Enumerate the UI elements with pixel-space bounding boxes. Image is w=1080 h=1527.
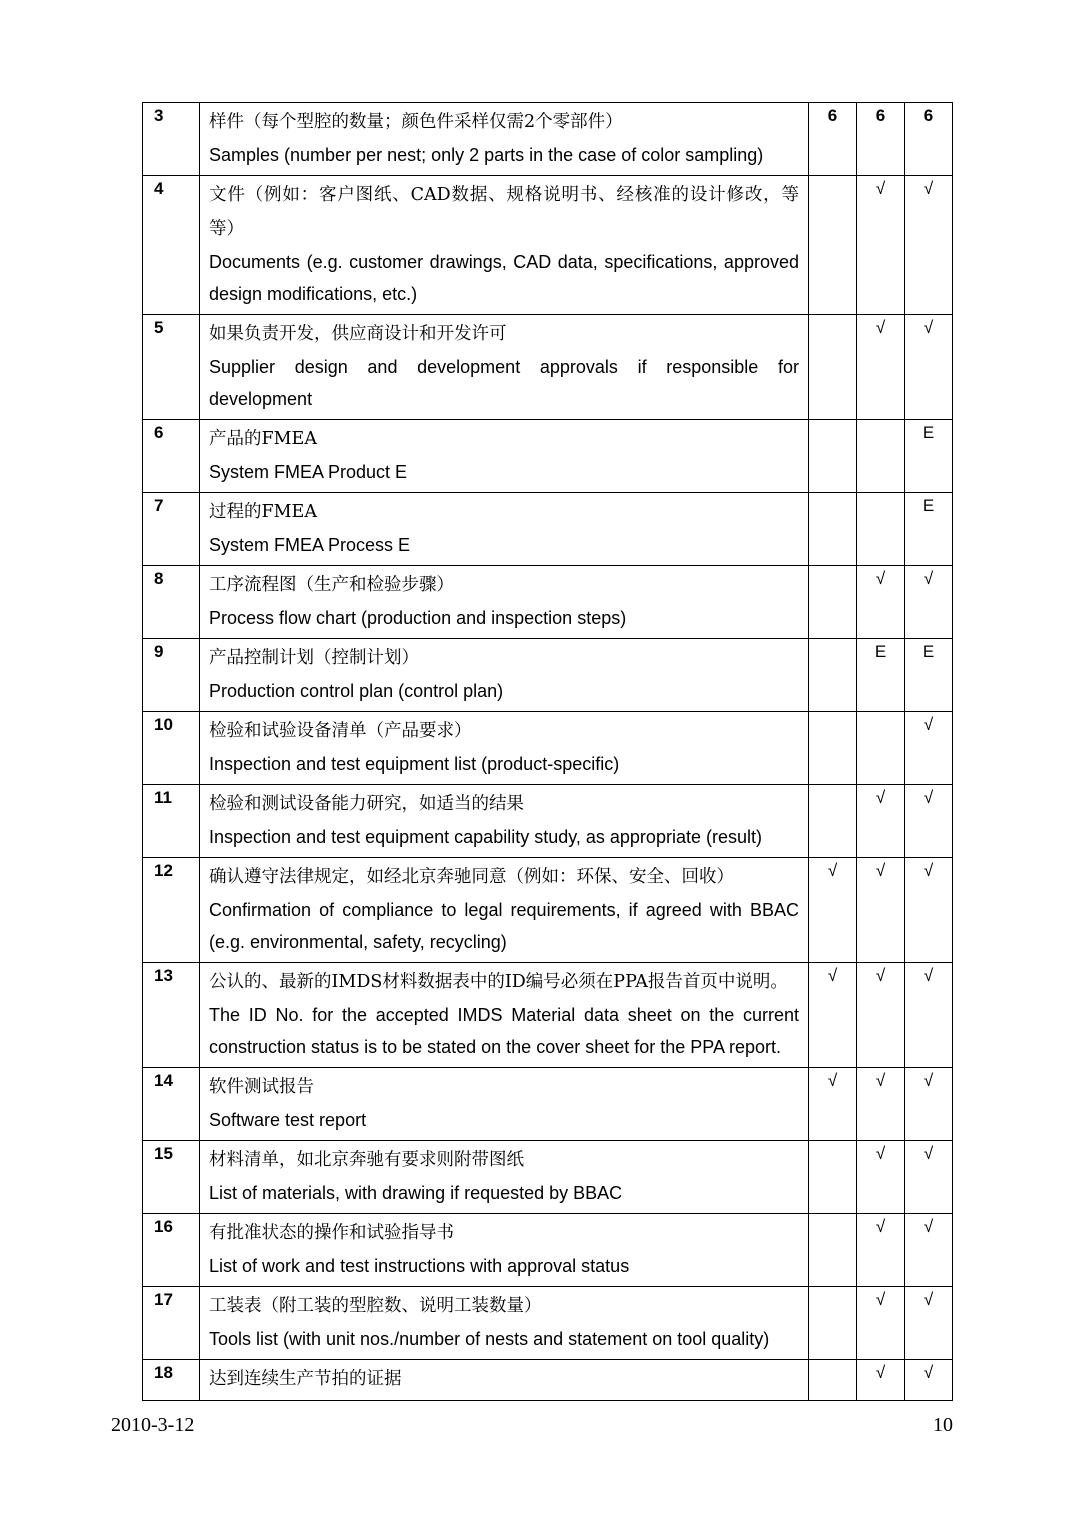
level-3-mark: √ [923, 569, 934, 588]
level-3-mark: √ [923, 788, 934, 807]
level-2-mark: √ [875, 1144, 886, 1163]
level-2-mark: 6 [875, 106, 886, 125]
level-3-mark: √ [923, 1363, 934, 1382]
level-1-mark: √ [827, 966, 838, 985]
row-number-cell [143, 315, 200, 420]
level-3-cell [905, 1068, 953, 1141]
level-3-mark: √ [923, 1290, 934, 1309]
level-1-mark: √ [827, 861, 838, 880]
row-number-cell [143, 785, 200, 858]
level-3-cell [905, 176, 953, 315]
row-number: 8 [154, 569, 164, 588]
description-cell [200, 858, 809, 963]
description-chinese: 公认的、最新的IMDS材料数据表中的ID编号必须在PPA报告首页中说明。 [209, 972, 788, 992]
row-number-cell [143, 639, 200, 712]
table-row [143, 1068, 953, 1141]
level-1-cell [809, 1141, 857, 1214]
level-1-cell [809, 1214, 857, 1287]
description-english: List of work and test instructions with approval status [209, 1256, 630, 1276]
level-2-mark: E [874, 642, 887, 661]
description-chinese: 样件（每个型腔的数量；颜色件采样仅需2个零部件） [209, 112, 623, 132]
description-chinese: 如果负责开发，供应商设计和开发许可 [209, 324, 507, 344]
row-number: 12 [154, 861, 173, 880]
level-2-mark [857, 420, 904, 423]
level-1-mark [809, 1141, 856, 1144]
level-1-cell [809, 103, 857, 176]
description-cell [200, 420, 809, 493]
description-english: List of materials, with drawing if requested by BBAC [209, 1183, 623, 1203]
level-3-cell [905, 103, 953, 176]
table-row [143, 1287, 953, 1360]
level-1-mark [809, 1214, 856, 1217]
description-english: System FMEA Process E [209, 535, 411, 555]
level-2-mark: √ [875, 1363, 886, 1382]
table-row [143, 176, 953, 315]
level-1-mark [809, 1360, 856, 1363]
level-3-cell [905, 785, 953, 858]
level-1-cell [809, 420, 857, 493]
level-1-cell [809, 493, 857, 566]
level-2-cell [857, 493, 905, 566]
description-chinese: 工装表（附工装的型腔数、说明工装数量） [209, 1296, 542, 1316]
level-3-cell [905, 1141, 953, 1214]
description-english: Samples (number per nest; only 2 parts in the case of color sampling) [209, 145, 764, 165]
level-2-mark: √ [875, 569, 886, 588]
row-number-cell [143, 1287, 200, 1360]
level-1-cell [809, 858, 857, 963]
table-row [143, 963, 953, 1068]
level-1-cell [809, 1287, 857, 1360]
level-3-cell [905, 963, 953, 1068]
table-row [143, 566, 953, 639]
level-1-mark: √ [827, 1071, 838, 1090]
table-row [143, 639, 953, 712]
row-number: 17 [154, 1290, 173, 1309]
level-2-cell [857, 1287, 905, 1360]
row-number: 9 [154, 642, 164, 661]
row-number: 5 [154, 318, 164, 337]
level-3-cell [905, 420, 953, 493]
row-number: 3 [154, 106, 164, 125]
level-3-mark: √ [923, 966, 934, 985]
row-number: 14 [154, 1071, 173, 1090]
description-cell [200, 1287, 809, 1360]
description-english: Tools list (with unit nos./number of nests and statement on tool quality) [209, 1329, 770, 1349]
description-chinese: 检验和测试设备能力研究，如适当的结果 [209, 794, 524, 814]
level-1-mark [809, 785, 856, 788]
description-cell [200, 1068, 809, 1141]
footer-date: 2010-3-12 [111, 1414, 195, 1436]
level-1-cell [809, 1068, 857, 1141]
description-english: Process flow chart (production and inspection steps) [209, 608, 627, 628]
level-2-mark [857, 493, 904, 496]
level-1-mark: 6 [827, 106, 838, 125]
description-chinese: 达到连续生产节拍的证据 [209, 1369, 402, 1389]
row-number-cell [143, 712, 200, 785]
description-cell [200, 785, 809, 858]
row-number: 11 [154, 788, 172, 807]
description-chinese: 确认遵守法律规定，如经北京奔驰同意（例如：环保、安全、回收） [209, 867, 734, 887]
level-3-mark: √ [923, 1217, 934, 1236]
description-english: Documents (e.g. customer drawings, CAD data, specifications, approved design modifications, etc.) [209, 252, 799, 304]
description-cell [200, 712, 809, 785]
description-chinese: 软件测试报告 [209, 1077, 314, 1097]
level-3-cell [905, 1360, 953, 1401]
level-1-cell [809, 963, 857, 1068]
row-number-cell [143, 1068, 200, 1141]
level-2-cell [857, 712, 905, 785]
level-3-mark: √ [923, 1071, 934, 1090]
row-number-cell [143, 963, 200, 1068]
level-2-cell [857, 963, 905, 1068]
table-row [143, 1214, 953, 1287]
level-3-cell [905, 1214, 953, 1287]
description-chinese: 文件（例如：客户图纸、CAD数据、规格说明书、经核准的设计修改，等等） [209, 185, 799, 239]
description-cell [200, 493, 809, 566]
level-2-mark: √ [875, 861, 886, 880]
description-english: Software test report [209, 1110, 367, 1130]
table-row [143, 785, 953, 858]
description-cell [200, 566, 809, 639]
level-3-mark: √ [923, 861, 934, 880]
description-english: Confirmation of compliance to legal requirements, if agreed with BBAC (e.g. environmental, safety, recycling) [209, 900, 799, 952]
description-chinese: 产品控制计划（控制计划） [209, 648, 419, 668]
level-1-cell [809, 566, 857, 639]
description-chinese: 过程的FMEA [209, 502, 317, 522]
level-1-cell [809, 639, 857, 712]
level-3-cell [905, 639, 953, 712]
description-cell [200, 639, 809, 712]
description-chinese: 产品的FMEA [209, 429, 317, 449]
table-row [143, 315, 953, 420]
level-3-cell [905, 858, 953, 963]
level-1-mark [809, 315, 856, 318]
table-row [143, 858, 953, 963]
level-2-mark [857, 712, 904, 715]
description-chinese: 材料清单，如北京奔驰有要求则附带图纸 [209, 1150, 524, 1170]
row-number: 13 [154, 966, 173, 985]
level-2-cell [857, 103, 905, 176]
description-chinese: 有批准状态的操作和试验指导书 [209, 1223, 454, 1243]
level-1-mark [809, 712, 856, 715]
level-3-mark: E [922, 496, 935, 515]
level-2-cell [857, 639, 905, 712]
description-english: Supplier design and development approvals if responsible for development [209, 357, 799, 409]
description-cell [200, 1360, 809, 1401]
description-english: System FMEA Product E [209, 462, 408, 482]
row-number-cell [143, 1214, 200, 1287]
level-2-mark: √ [875, 318, 886, 337]
row-number: 10 [154, 715, 173, 734]
table-row [143, 712, 953, 785]
level-2-cell [857, 1360, 905, 1401]
row-number-cell [143, 420, 200, 493]
table-row [143, 1360, 953, 1401]
description-cell [200, 1214, 809, 1287]
row-number-cell [143, 103, 200, 176]
table-row [143, 493, 953, 566]
level-3-cell [905, 493, 953, 566]
level-1-cell [809, 785, 857, 858]
row-number: 4 [154, 179, 164, 198]
level-2-cell [857, 1068, 905, 1141]
level-3-cell [905, 315, 953, 420]
row-number: 16 [154, 1217, 173, 1236]
level-1-mark [809, 420, 856, 423]
level-2-cell [857, 315, 905, 420]
level-3-mark: E [922, 642, 935, 661]
level-1-mark [809, 1287, 856, 1290]
row-number-cell [143, 493, 200, 566]
description-cell [200, 103, 809, 176]
description-english: Production control plan (control plan) [209, 681, 504, 701]
level-3-cell [905, 566, 953, 639]
level-1-cell [809, 176, 857, 315]
table-row [143, 103, 953, 176]
level-1-mark [809, 566, 856, 569]
level-2-cell [857, 1141, 905, 1214]
description-chinese: 工序流程图（生产和检验步骤） [209, 575, 454, 595]
row-number-cell [143, 566, 200, 639]
table-row [143, 1141, 953, 1214]
level-3-cell [905, 712, 953, 785]
level-2-cell [857, 858, 905, 963]
level-2-mark: √ [875, 1071, 886, 1090]
description-english: Inspection and test equipment capability study, as appropriate (result) [209, 827, 762, 847]
level-2-mark: √ [875, 788, 886, 807]
level-3-mark: √ [923, 1144, 934, 1163]
requirements-table [142, 102, 953, 1401]
row-number: 7 [154, 496, 164, 515]
description-english: Inspection and test equipment list (product-specific) [209, 754, 620, 774]
level-2-cell [857, 566, 905, 639]
row-number: 15 [154, 1144, 173, 1163]
level-1-mark [809, 176, 856, 179]
level-1-mark [809, 639, 856, 642]
level-1-cell [809, 315, 857, 420]
footer-page-number: 10 [933, 1414, 953, 1436]
level-3-cell [905, 1287, 953, 1360]
level-1-mark [809, 493, 856, 496]
level-2-cell [857, 785, 905, 858]
description-chinese: 检验和试验设备清单（产品要求） [209, 721, 472, 741]
row-number-cell [143, 858, 200, 963]
level-3-mark: √ [923, 318, 934, 337]
level-3-mark: √ [923, 179, 934, 198]
row-number: 18 [154, 1363, 173, 1382]
level-3-mark: √ [923, 715, 934, 734]
description-english: The ID No. for the accepted IMDS Material data sheet on the current construction status is to be stated on the cover sheet for the PPA report. [209, 1005, 799, 1057]
level-2-mark: √ [875, 179, 886, 198]
description-cell [200, 176, 809, 315]
description-cell [200, 963, 809, 1068]
description-cell [200, 315, 809, 420]
level-1-cell [809, 1360, 857, 1401]
level-2-mark: √ [875, 1217, 886, 1236]
level-3-mark: E [922, 423, 935, 442]
level-2-cell [857, 1214, 905, 1287]
level-1-cell [809, 712, 857, 785]
level-2-cell [857, 176, 905, 315]
description-cell [200, 1141, 809, 1214]
level-2-mark: √ [875, 966, 886, 985]
table-row [143, 420, 953, 493]
level-3-mark: 6 [923, 106, 934, 125]
row-number-cell [143, 1141, 200, 1214]
row-number-cell [143, 1360, 200, 1401]
row-number-cell [143, 176, 200, 315]
level-2-cell [857, 420, 905, 493]
level-2-mark: √ [875, 1290, 886, 1309]
row-number: 6 [154, 423, 164, 442]
